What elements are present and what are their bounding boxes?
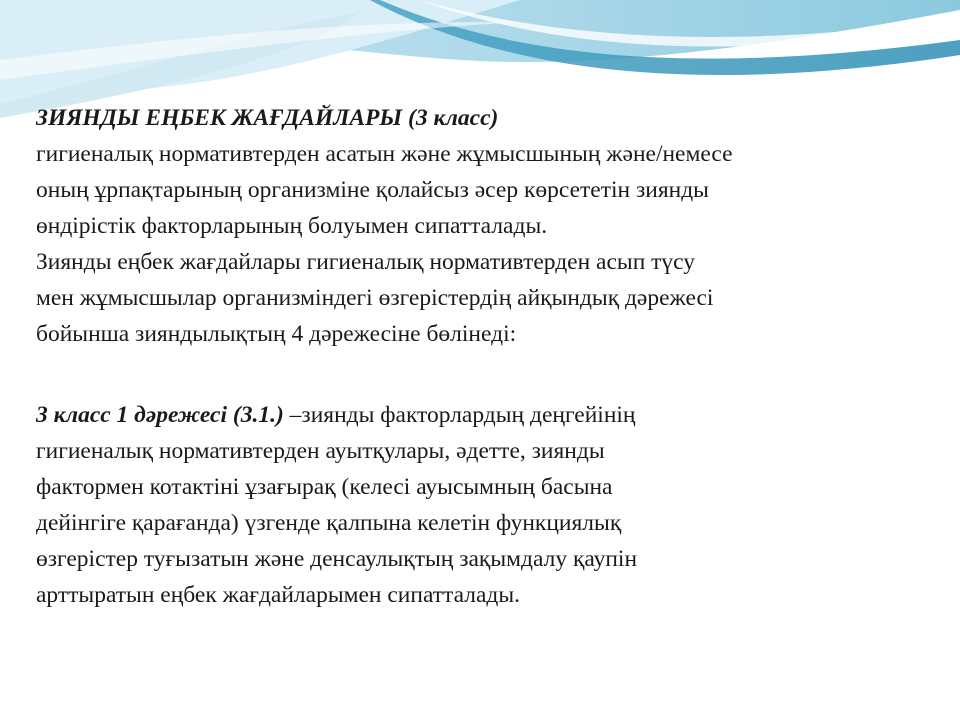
main-text-block (36, 100, 916, 352)
para2-line-2: мен жұмысшылар организміндегі өзгерістердің айқындық дәрежесі (36, 285, 714, 311)
paragraph-1 (36, 100, 916, 352)
para1-line-3: өндірістік факторларының болуымен сипатталады. (36, 213, 548, 239)
block2-line-2: гигиеналық нормативтерден ауытқулары, әдетте, зиянды (36, 438, 605, 464)
paragraph-3 (36, 397, 916, 613)
block2-line-4: дейінгіге қарағанда) үзгенде қалпына келетін функциялық (36, 510, 622, 536)
class-3-1-description (36, 397, 916, 613)
class-3-1-label: 3 класс 1 дәрежесі (3.1.) (36, 402, 284, 428)
block2-line-6: арттыратын еңбек жағдайларымен сипатталады. (36, 582, 521, 608)
slide-heading: ЗИЯНДЫ ЕҢБЕК ЖАҒДАЙЛАРЫ (3 класс) (36, 105, 499, 131)
para1-line-1: гигиеналық нормативтерден асатын және жұмысшының және/немесе (36, 141, 733, 167)
block2-line-5: өзгерістер туғызатын және денсаулықтың зақымдалу қаупін (36, 546, 638, 572)
block2-line-3: фактормен котактіні ұзағырақ (келесі ауысымның басына (36, 474, 613, 500)
para2-line-3: бойынша зияндылықтың 4 дәрежесіне бөлінеді: (36, 321, 517, 347)
para2-line-1: Зиянды еңбек жағдайлары гигиеналық нормативтерден асып түсу (36, 249, 696, 275)
para1-line-2: оның ұрпақтарының организміне қолайсыз әсер көрсететін зиянды (36, 177, 709, 203)
block2-line-1-rest: –зиянды факторлардың деңгейінің (283, 402, 636, 428)
